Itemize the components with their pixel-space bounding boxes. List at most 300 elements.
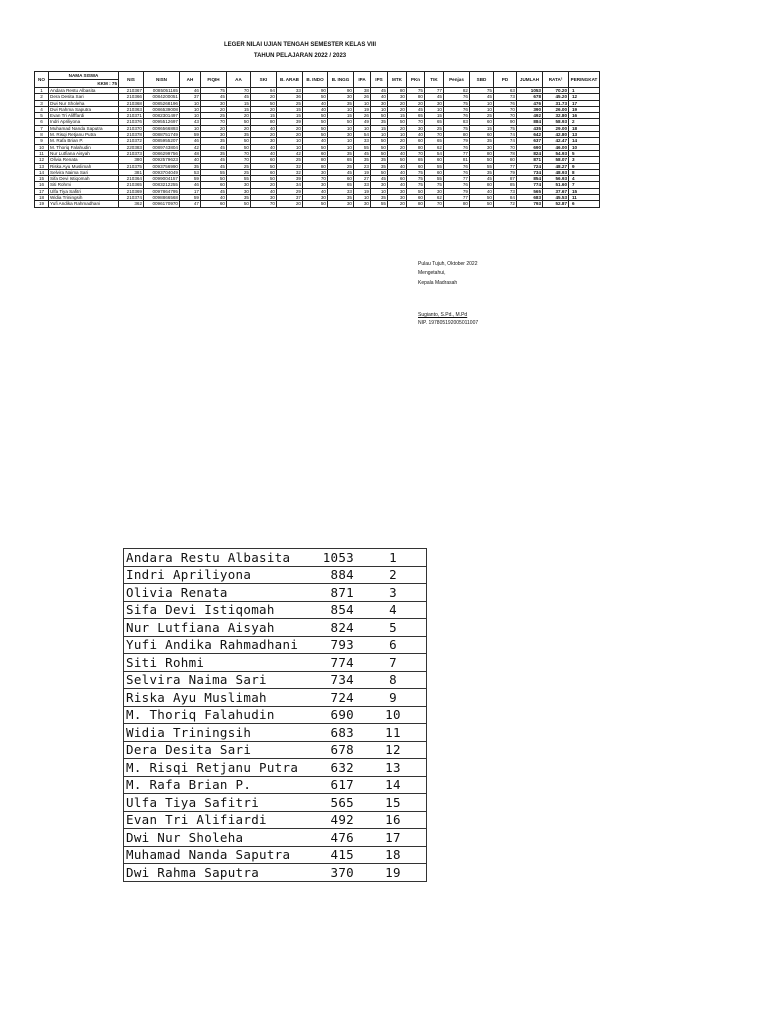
student-nis: 210366 [119,94,144,100]
score-cell: 15 [371,125,388,131]
ranking-total: 724 [314,689,360,707]
rank-cell: 3 [569,157,600,163]
row-number: 6 [35,119,49,125]
score-cell: 25 [425,125,444,131]
score-cell: 35 [227,132,251,138]
ranking-name: M. Thoriq Falahudin [124,706,315,724]
col-header-b-arab: B. ARAB [277,72,303,88]
score-cell: 10 [180,100,201,106]
average-score: 51.60 [543,182,569,188]
total-score: 884 [517,119,543,125]
student-nis: 210372 [119,138,144,144]
student-name: Dwi Nur Sholeha [49,100,119,106]
col-header-nisn: NISN [144,72,180,88]
col-header-b-ingg: B. INGG [328,72,354,88]
score-cell: 17 [180,188,201,194]
score-cell: 40 [303,188,328,194]
average-score: 37.67 [543,188,569,194]
row-number: 8 [35,132,49,138]
score-cell: 80 [388,88,407,94]
col-header-fiqih: FIQIH [201,72,227,88]
score-cell: 60 [201,182,227,188]
score-cell: 30 [371,100,388,106]
rank-cell: 15 [569,188,600,194]
score-cell: 46 [180,138,201,144]
student-nisn: 0098866568 [144,195,180,201]
ranking-row [124,776,427,794]
score-cell: 90 [494,119,517,125]
col-header-nis: NIS [119,72,144,88]
score-cell: 20 [251,182,277,188]
rank-cell: 12 [569,94,600,100]
score-cell: 37 [180,94,201,100]
student-nisn: 0088751749 [144,132,180,138]
ranking-row [124,811,427,829]
score-cell: 55 [227,176,251,182]
score-cell: 30 [303,195,328,201]
score-cell: 59 [180,176,201,182]
score-cell: 15 [277,106,303,112]
student-nisn: 0083212255 [144,182,180,188]
ranking-name: M. Risqi Retjanu Putra [124,759,315,777]
score-cell: 10 [180,106,201,112]
score-cell: 20 [388,100,407,106]
score-cell: 15 [388,113,407,119]
score-cell: 40 [303,138,328,144]
ranking-total: 1053 [314,549,360,567]
total-score: 724 [517,163,543,169]
score-cell: 83 [444,119,470,125]
score-cell: 70 [227,157,251,163]
score-cell: 30 [354,201,371,207]
score-cell: 40 [180,157,201,163]
score-cell: 50 [328,119,354,125]
score-cell: 40 [407,132,425,138]
score-cell: 80 [407,201,425,207]
score-cell: 75 [407,176,425,182]
ranking-rank: 10 [360,706,427,724]
score-cell: 45 [371,88,388,94]
score-cell: 40 [251,188,277,194]
score-cell: 54 [354,132,371,138]
score-cell: 55 [425,176,444,182]
ranking-rank: 16 [360,811,427,829]
ranking-name: Nur Lutfiana Aisyah [124,619,315,637]
ranking-row [124,584,427,602]
score-cell: 45 [371,176,388,182]
col-header-ah: AH [180,72,201,88]
score-cell: 50 [371,150,388,156]
student-name: Riska Ayu Muslimah [49,163,119,169]
score-cell: 25 [328,163,354,169]
ranking-rank: 9 [360,689,427,707]
score-cell: 72 [494,201,517,207]
ranking-total: 793 [314,636,360,654]
student-nisn: 0099004157 [144,176,180,182]
score-cell: 55 [354,144,371,150]
col-header-penjas: Penjas [444,72,470,88]
score-cell: 65 [425,138,444,144]
score-cell: 35 [227,195,251,201]
student-nis: 210368 [119,100,144,106]
score-cell: 79 [494,169,517,175]
score-cell: 76 [444,94,470,100]
score-cell: 10 [371,106,388,112]
score-cell: 10 [328,125,354,131]
average-score: 42.47 [543,138,569,144]
ranking-name: Selvira Naima Sari [124,671,315,689]
ranking-name: Andara Restu Albasita [124,549,315,567]
score-cell: 81 [444,157,470,163]
ranking-rank: 3 [360,584,427,602]
ranking-total: 690 [314,706,360,724]
ranking-name: Dwi Nur Sholeha [124,829,315,847]
student-nis: 210376 [119,119,144,125]
score-cell: 35 [180,163,201,169]
student-nisn: 0096170970 [144,201,180,207]
score-cell: 62 [425,195,444,201]
signature-place-date: Pulau Tujuh, Oktober 2022 [418,261,478,267]
col-header-ips: IPS [371,72,388,88]
student-nisn: 0085955207 [144,138,180,144]
score-cell: 50 [303,144,328,150]
score-cell: 82 [444,88,470,94]
ranking-total: 617 [314,776,360,794]
score-cell: 50 [470,157,494,163]
ranking-total: 734 [314,671,360,689]
score-cell: 60 [388,176,407,182]
ranking-row [124,654,427,672]
score-cell: 37 [277,195,303,201]
score-cell: 70 [425,201,444,207]
rank-cell: 16 [569,113,600,119]
rank-cell: 7 [569,182,600,188]
grades-table [34,71,600,208]
row-number: 15 [35,176,49,182]
score-cell: 10 [354,100,371,106]
score-cell: 70 [201,119,227,125]
row-number: 2 [35,94,49,100]
score-cell: 60 [407,163,425,169]
student-name: Yufi Andika Rahmadhani [49,201,119,207]
ranking-table-body [124,549,427,882]
average-score: 58.07 [543,157,569,163]
row-number: 3 [35,100,49,106]
ranking-rank: 8 [360,671,427,689]
score-cell: 53 [180,169,201,175]
ranking-total: 678 [314,741,360,759]
total-score: 390 [517,106,543,112]
score-cell: 10 [328,138,354,144]
score-cell: 35 [328,150,354,156]
score-cell: 35 [201,138,227,144]
student-nis: 210363 [119,106,144,112]
score-cell: 39 [277,176,303,182]
col-header-b-indo: B. INDO [303,72,328,88]
score-cell: 30 [227,182,251,188]
score-cell: 10 [354,195,371,201]
rank-cell: 9 [569,163,600,169]
score-cell: 50 [407,188,425,194]
total-score: 435 [517,125,543,131]
score-cell: 48 [180,150,201,156]
score-cell: 30 [388,94,407,100]
student-nis: 210364 [119,176,144,182]
score-cell: 40 [470,188,494,194]
score-cell: 65 [328,157,354,163]
score-cell: 70 [425,132,444,138]
student-nis: 220383 [119,144,144,150]
ranking-row [124,601,427,619]
student-nisn: 0092579623 [144,157,180,163]
score-cell: 45 [425,94,444,100]
score-cell: 75 [444,125,470,131]
score-cell: 65 [425,119,444,125]
score-cell: 30 [201,100,227,106]
grades-table-body [35,88,600,208]
score-cell: 77 [444,176,470,182]
col-header-peringkat: PERINGKAT [569,72,600,88]
score-cell: 50 [227,119,251,125]
ranking-row [124,759,427,777]
ranking-row [124,829,427,847]
score-cell: 70 [494,106,517,112]
score-cell: 42 [180,144,201,150]
score-cell: 20 [201,125,227,131]
average-score: 32.80 [543,113,569,119]
score-cell: 47 [180,201,201,207]
score-cell: 75 [444,100,470,106]
score-cell: 46 [180,88,201,94]
score-cell: 60 [425,169,444,175]
student-nisn: 0084200051 [144,94,180,100]
row-number: 17 [35,188,49,194]
student-nis: 380 [119,157,144,163]
student-nis: 210365 [119,182,144,188]
score-cell: 20 [251,132,277,138]
student-nisn: 0097864795 [144,188,180,194]
score-cell: 40 [303,100,328,106]
score-cell: 30 [251,138,277,144]
score-cell: 20 [251,106,277,112]
score-cell: 77 [494,163,517,169]
score-cell: 40 [388,169,407,175]
ranking-row [124,846,427,864]
score-cell: 55 [425,163,444,169]
rank-cell: 8 [569,169,600,175]
score-cell: 76 [444,169,470,175]
table-row [35,201,600,207]
score-cell: 25 [227,169,251,175]
score-cell: 35 [470,169,494,175]
score-cell: 32 [277,169,303,175]
score-cell: 55 [470,163,494,169]
ranking-table [123,548,427,882]
score-cell: 10 [388,132,407,138]
score-cell: 50 [371,169,388,175]
score-cell: 20 [227,113,251,119]
score-cell: 73 [494,188,517,194]
score-cell: 70 [227,150,251,156]
score-cell: 20 [277,201,303,207]
score-cell: 76 [444,144,470,150]
average-score: 31.73 [543,100,569,106]
student-name: Selvira Naima Sari [49,169,119,175]
score-cell: 20 [407,100,425,106]
ranking-total: 565 [314,794,360,812]
student-nisn: 0095512697 [144,119,180,125]
score-cell: 30 [303,169,328,175]
score-cell: 40 [388,150,407,156]
score-cell: 42 [277,150,303,156]
score-cell: 75 [407,182,425,188]
score-cell: 40 [251,125,277,131]
score-cell: 10 [180,113,201,119]
score-cell: 76 [494,100,517,106]
total-score: 565 [517,188,543,194]
score-cell: 80 [251,119,277,125]
total-score: 871 [517,157,543,163]
score-cell: 35 [371,195,388,201]
score-cell: 43 [180,119,201,125]
total-score: 824 [517,150,543,156]
ranking-name: Siti Rohmi [124,654,315,672]
signature-acknowledged: Mengetahui, [418,270,446,276]
score-cell: 78 [494,150,517,156]
score-cell: 45 [470,176,494,182]
score-cell: 80 [407,144,425,150]
score-cell: 80 [444,201,470,207]
average-score: 29.00 [543,125,569,131]
student-name: M. Thoriq Falahudin [49,144,119,150]
col-header-jumlah: JUMLAH [517,72,543,88]
ranking-total: 492 [314,811,360,829]
student-nisn: 0085268196 [144,100,180,106]
student-nis: 210367 [119,88,144,94]
signature-position: Kepala Madrasah [418,280,458,286]
student-name: Indri Apriliyona [49,119,119,125]
row-number: 18 [35,195,49,201]
score-cell: 76 [444,182,470,188]
col-header-aa: AA [227,72,251,88]
score-cell: 79 [444,188,470,194]
ranking-rank: 7 [360,654,427,672]
score-cell: 90 [328,88,354,94]
ranking-name: Indri Apriliyona [124,566,315,584]
score-cell: 70 [494,113,517,119]
score-cell: 63 [494,88,517,94]
score-cell: 62 [425,144,444,150]
row-number: 9 [35,138,49,144]
student-nis: 381 [119,169,144,175]
score-cell: 77 [444,195,470,201]
student-nisn: 0082301497 [144,113,180,119]
score-cell: 50 [388,119,407,125]
total-score: 683 [517,195,543,201]
score-cell: 60 [407,195,425,201]
score-cell: 20 [388,201,407,207]
score-cell: 65 [328,182,354,188]
score-cell: 50 [303,113,328,119]
average-score: 45.20 [543,94,569,100]
score-cell: 15 [470,125,494,131]
score-cell: 45 [201,144,227,150]
student-name: Ulfa Tiya Safitri [49,188,119,194]
document-subtitle: TAHUN PELAJARAN 2022 / 2023 [253,53,347,59]
score-cell: 45 [201,188,227,194]
score-cell: 35 [470,138,494,144]
student-nis: 210374 [119,195,144,201]
ranking-row [124,566,427,584]
score-cell: 20 [227,125,251,131]
score-cell: 30 [328,94,354,100]
score-cell: 35 [371,163,388,169]
score-cell: 25 [470,113,494,119]
score-cell: 45 [354,150,371,156]
score-cell: 77 [444,150,470,156]
score-cell: 70 [227,88,251,94]
score-cell: 70 [407,150,425,156]
score-cell: 45 [227,94,251,100]
row-number: 16 [35,182,49,188]
rank-cell: 18 [569,125,600,131]
row-number: 14 [35,169,49,175]
score-cell: 60 [201,201,227,207]
ranking-name: M. Rafa Brian P. [124,776,315,794]
col-header-ski: SKI [251,72,277,88]
ranking-total: 824 [314,619,360,637]
score-cell: 59 [180,132,201,138]
score-cell: 35 [328,100,354,106]
score-cell: 30 [425,100,444,106]
ranking-name: Sifa Devi Istiqomah [124,601,315,619]
score-cell: 20 [277,132,303,138]
ranking-row [124,636,427,654]
total-score: 774 [517,182,543,188]
student-nis: 210371 [119,113,144,119]
rank-cell: 13 [569,132,600,138]
score-cell: 40 [303,106,328,112]
score-cell: 15 [251,113,277,119]
score-cell: 10 [354,125,371,131]
ranking-name: Widia Triningsih [124,724,315,742]
score-cell: 34 [277,182,303,188]
score-cell: 73 [494,94,517,100]
col-header-tik: TIK [425,72,444,88]
score-cell: 25 [277,100,303,106]
average-score: 52.87 [543,201,569,207]
score-cell: 10 [277,138,303,144]
ranking-rank: 12 [360,741,427,759]
score-cell: 30 [470,144,494,150]
score-cell: 75 [470,88,494,94]
score-cell: 15 [328,113,354,119]
ranking-row [124,741,427,759]
score-cell: 10 [328,144,354,150]
kkm-label: KKM : 75 [49,80,119,88]
score-cell: 19 [354,169,371,175]
score-cell: 30 [201,132,227,138]
student-name: M. Risqi Retjanu Putra [49,132,119,138]
row-number: 10 [35,144,49,150]
score-cell: 65 [407,113,425,119]
ranking-row [124,689,427,707]
score-cell: 46 [180,182,201,188]
rank-cell: 5 [569,150,600,156]
signature-name: Sugianto, S.Pd., M.Pd [418,312,468,318]
ranking-rank: 17 [360,829,427,847]
score-cell: 10 [425,106,444,112]
